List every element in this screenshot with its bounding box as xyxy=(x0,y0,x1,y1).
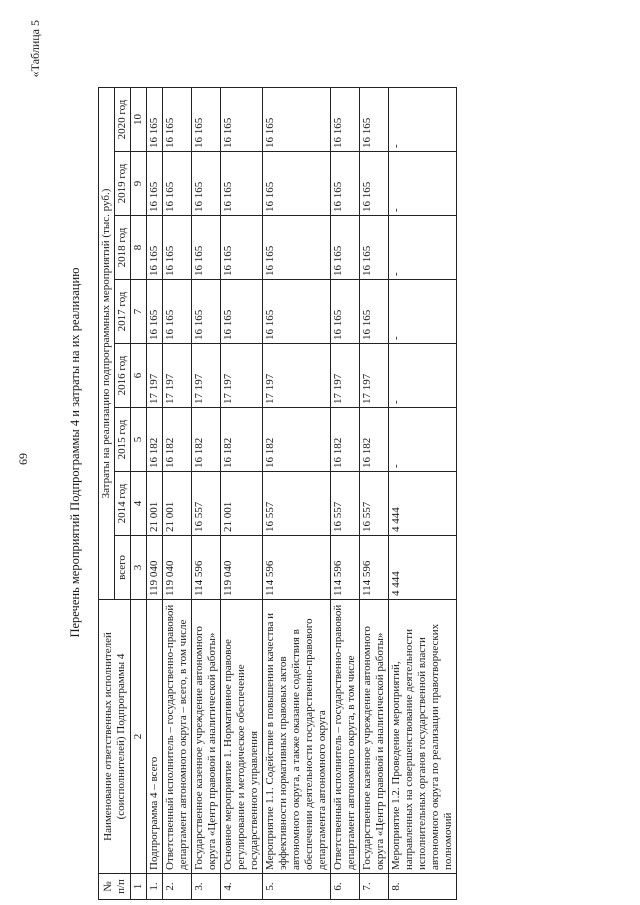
row-value: 16 165 xyxy=(360,216,389,280)
row-name: Государственное казенное учреждение автономного округа «Центр правовой и аналитической работы» xyxy=(192,600,221,874)
column-number: 1 xyxy=(131,874,147,900)
row-value: 16 182 xyxy=(221,408,263,472)
row-number: 8. xyxy=(389,874,457,900)
header-year: 2014 год xyxy=(115,472,131,536)
row-value: 16 165 xyxy=(331,152,360,216)
row-value: - xyxy=(389,152,457,216)
page-number: 69 xyxy=(16,453,30,465)
costs-table xyxy=(98,87,457,900)
row-value: - xyxy=(389,216,457,280)
row-value: 16 165 xyxy=(263,280,331,344)
row-value: 17 197 xyxy=(331,344,360,408)
row-value: 16 182 xyxy=(147,408,163,472)
row-value: - xyxy=(389,344,457,408)
row-value: 16 165 xyxy=(147,152,163,216)
row-value: 114 596 xyxy=(331,536,360,600)
row-value: 4 444 xyxy=(389,472,457,536)
row-value: 16 182 xyxy=(163,408,192,472)
header-year: 2020 год xyxy=(115,88,131,152)
header-name: Наименование ответственных исполнителей (соисполнителей) Подпрограммы 4 xyxy=(99,600,131,874)
row-value: 16 165 xyxy=(192,152,221,216)
row-value: 119 040 xyxy=(221,536,263,600)
row-value: 16 165 xyxy=(263,152,331,216)
row-value: 17 197 xyxy=(360,344,389,408)
table-row xyxy=(331,88,360,900)
row-number: 6. xyxy=(331,874,360,900)
row-value: 21 001 xyxy=(147,472,163,536)
header-year: 2019 год xyxy=(115,152,131,216)
row-value: 16 165 xyxy=(163,280,192,344)
row-value: 16 165 xyxy=(163,152,192,216)
row-value: 119 040 xyxy=(147,536,163,600)
column-number: 4 xyxy=(131,472,147,536)
row-value: 114 596 xyxy=(192,536,221,600)
row-name: Мероприятие 1.2. Проведение мероприятий, направленных на совершенствование деятельности исполнительных органов государственной власти автономного округа по реализации правотворческих полномочий xyxy=(389,600,457,874)
column-number: 8 xyxy=(131,216,147,280)
row-number: 4. xyxy=(221,874,263,900)
row-value: 17 197 xyxy=(263,344,331,408)
row-value: 16 165 xyxy=(360,88,389,152)
row-name: Ответственный исполнитель – государственно-правовой департамент автономного округа – всего, в том числе xyxy=(163,600,192,874)
row-value: - xyxy=(389,88,457,152)
table-row xyxy=(192,88,221,900)
row-value: 16 165 xyxy=(147,280,163,344)
column-number: 9 xyxy=(131,152,147,216)
row-value: 16 165 xyxy=(263,88,331,152)
row-name: Основное мероприятие 1. Нормативное правовое регулирование и методическое обеспечение государственного управления xyxy=(221,600,263,874)
row-value: 16 557 xyxy=(263,472,331,536)
row-value: 21 001 xyxy=(163,472,192,536)
row-name: Мероприятие 1.1. Содействие в повышении качества и эффективности нормативных правовых актов автономного округа, а также оказание содействия в обеспечении деятельности государственно-правового департамента автономного округа xyxy=(263,600,331,874)
row-value: 114 596 xyxy=(263,536,331,600)
column-number: 5 xyxy=(131,408,147,472)
row-value: 16 165 xyxy=(263,216,331,280)
row-value: 16 182 xyxy=(331,408,360,472)
row-value: 16 557 xyxy=(192,472,221,536)
table-row xyxy=(389,88,457,900)
table-row xyxy=(360,88,389,900)
table-row xyxy=(147,88,163,900)
row-value: 16 165 xyxy=(331,88,360,152)
row-value: 16 165 xyxy=(360,280,389,344)
row-value: 16 165 xyxy=(147,88,163,152)
row-value: 16 165 xyxy=(221,280,263,344)
row-value: 16 165 xyxy=(192,88,221,152)
row-value: 16 165 xyxy=(221,216,263,280)
column-number: 10 xyxy=(131,88,147,152)
row-number: 3. xyxy=(192,874,221,900)
header-year: 2015 год xyxy=(115,408,131,472)
row-value: - xyxy=(389,280,457,344)
row-value: 16 165 xyxy=(360,152,389,216)
table-row xyxy=(163,88,192,900)
row-number: 2. xyxy=(163,874,192,900)
row-name: Подпрограмма 4 – всего xyxy=(147,600,163,874)
header-year: 2018 год xyxy=(115,216,131,280)
row-value: 16 165 xyxy=(192,280,221,344)
row-value: - xyxy=(389,408,457,472)
column-number: 7 xyxy=(131,280,147,344)
row-value: 17 197 xyxy=(163,344,192,408)
row-value: 17 197 xyxy=(221,344,263,408)
table-row xyxy=(263,88,331,900)
row-value: 17 197 xyxy=(147,344,163,408)
row-value: 16 165 xyxy=(331,280,360,344)
row-number: 5. xyxy=(263,874,331,900)
row-value: 16 165 xyxy=(163,88,192,152)
row-value: 21 001 xyxy=(221,472,263,536)
row-value: 16 165 xyxy=(331,216,360,280)
row-value: 4 444 xyxy=(389,536,457,600)
column-number: 3 xyxy=(131,536,147,600)
row-number: 1. xyxy=(147,874,163,900)
row-number: 7. xyxy=(360,874,389,900)
row-value: 114 596 xyxy=(360,536,389,600)
table-body xyxy=(147,88,457,900)
table-row xyxy=(221,88,263,900)
header-total: всего xyxy=(115,536,131,600)
column-number: 6 xyxy=(131,344,147,408)
table-title: Перечень мероприятий Подпрограммы 4 и затраты на их реализацию xyxy=(68,267,82,638)
row-value: 16 165 xyxy=(147,216,163,280)
row-name: Ответственный исполнитель – государственно-правовой департамент автономного округа, в том числе xyxy=(331,600,360,874)
row-value: 16 165 xyxy=(221,88,263,152)
row-value: 17 197 xyxy=(192,344,221,408)
table-tag: «Таблица 5 xyxy=(28,20,42,78)
header-costs: Затраты на реализацию подпрограммных мероприятий (тыс. руб.) xyxy=(99,88,115,600)
row-value: 16 557 xyxy=(331,472,360,536)
row-value: 119 040 xyxy=(163,536,192,600)
header-year: 2017 год xyxy=(115,280,131,344)
row-value: 16 557 xyxy=(360,472,389,536)
row-value: 16 165 xyxy=(192,216,221,280)
row-value: 16 182 xyxy=(192,408,221,472)
header-no: № п/п xyxy=(99,874,131,900)
row-value: 16 182 xyxy=(263,408,331,472)
column-number: 2 xyxy=(131,600,147,874)
header-year: 2016 год xyxy=(115,344,131,408)
row-value: 16 165 xyxy=(221,152,263,216)
row-value: 16 165 xyxy=(163,216,192,280)
row-name: Государственное казенное учреждение автономного округа «Центр правовой и аналитической работы» xyxy=(360,600,389,874)
row-value: 16 182 xyxy=(360,408,389,472)
